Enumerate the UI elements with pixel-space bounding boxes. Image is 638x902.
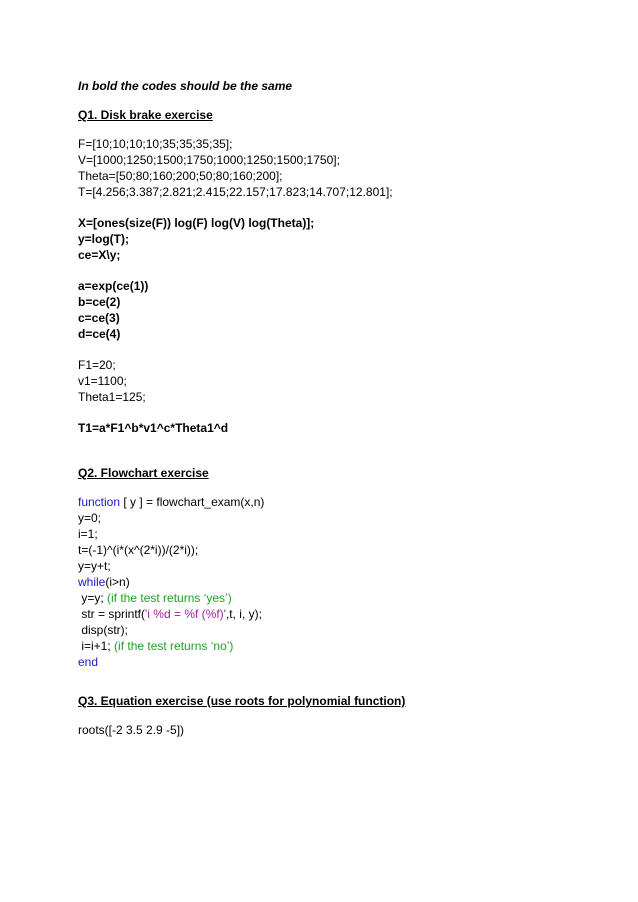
code-text: y=y; — [78, 591, 108, 605]
q1-heading: Q1. Disk brake exercise — [78, 108, 213, 122]
code-text: ,t, i, y); — [225, 607, 262, 621]
q2-code-line — [78, 591, 232, 605]
q2-code-line: y=0; — [78, 511, 102, 525]
q1-coef-line: b=ce(2) — [78, 295, 121, 309]
q2-heading: Q2. Flowchart exercise — [78, 466, 209, 480]
code-text: str = sprintf( — [78, 607, 146, 621]
q1-data-line: Theta=[50;80;160;200;50;80;160;200]; — [78, 169, 283, 183]
q1-coef-line: d=ce(4) — [78, 327, 121, 341]
q1-data-line: V=[1000;1250;1500;1750;1000;1250;1500;1750]; — [78, 153, 340, 167]
q1-input-line: F1=20; — [78, 358, 116, 372]
q2-code-line — [78, 575, 130, 589]
q2-code-line: t=(-1)^(i*(x^(2*i))/(2*i)); — [78, 543, 199, 557]
code-text: [ y ] = flowchart_exam(x,n) — [120, 495, 265, 509]
q1-fit-line: y=log(T); — [78, 232, 129, 246]
q2-code-line — [78, 495, 264, 509]
string-literal: 'i %d = %f (%f)' — [145, 607, 226, 621]
q1-fit-line: ce=X\y; — [78, 248, 121, 262]
q3-heading: Q3. Equation exercise (use roots for polynomial function) — [78, 694, 406, 708]
q1-input-line: v1=1100; — [78, 374, 127, 388]
q1-data-line: T=[4.256;3.387;2.821;2.415;22.157;17.823;14.707;12.801]; — [78, 185, 393, 199]
comment: (if the test returns ‘yes’) — [107, 591, 232, 605]
intro-note: In bold the codes should be the same — [78, 79, 293, 93]
q2-code-line — [78, 655, 98, 669]
q1-coef-line: a=exp(ce(1)) — [78, 279, 149, 293]
comment: (if the test returns ‘no’) — [114, 639, 234, 653]
keyword: while — [78, 575, 106, 589]
keyword: end — [78, 655, 99, 669]
q3-code-line: roots([-2 3.5 2.9 -5]) — [78, 723, 185, 737]
q1-coef-line: c=ce(3) — [78, 311, 120, 325]
q2-code-line: i=1; — [78, 527, 98, 541]
q1-input-line: Theta1=125; — [78, 390, 146, 404]
code-text: i=i+1; — [78, 639, 115, 653]
code-text: (i>n) — [105, 575, 130, 589]
q2-code-line — [78, 639, 233, 653]
q1-data-line: F=[10;10;10;10;35;35;35;35]; — [78, 137, 233, 151]
keyword: function — [78, 495, 121, 509]
q1-result-line: T1=a*F1^b*v1^c*Theta1^d — [78, 421, 229, 435]
q2-code-line: disp(str); — [78, 623, 129, 637]
q2-code-line — [78, 607, 262, 621]
q2-code-line: y=y+t; — [78, 559, 111, 573]
q1-fit-line: X=[ones(size(F)) log(F) log(V) log(Theta)]; — [78, 216, 315, 230]
